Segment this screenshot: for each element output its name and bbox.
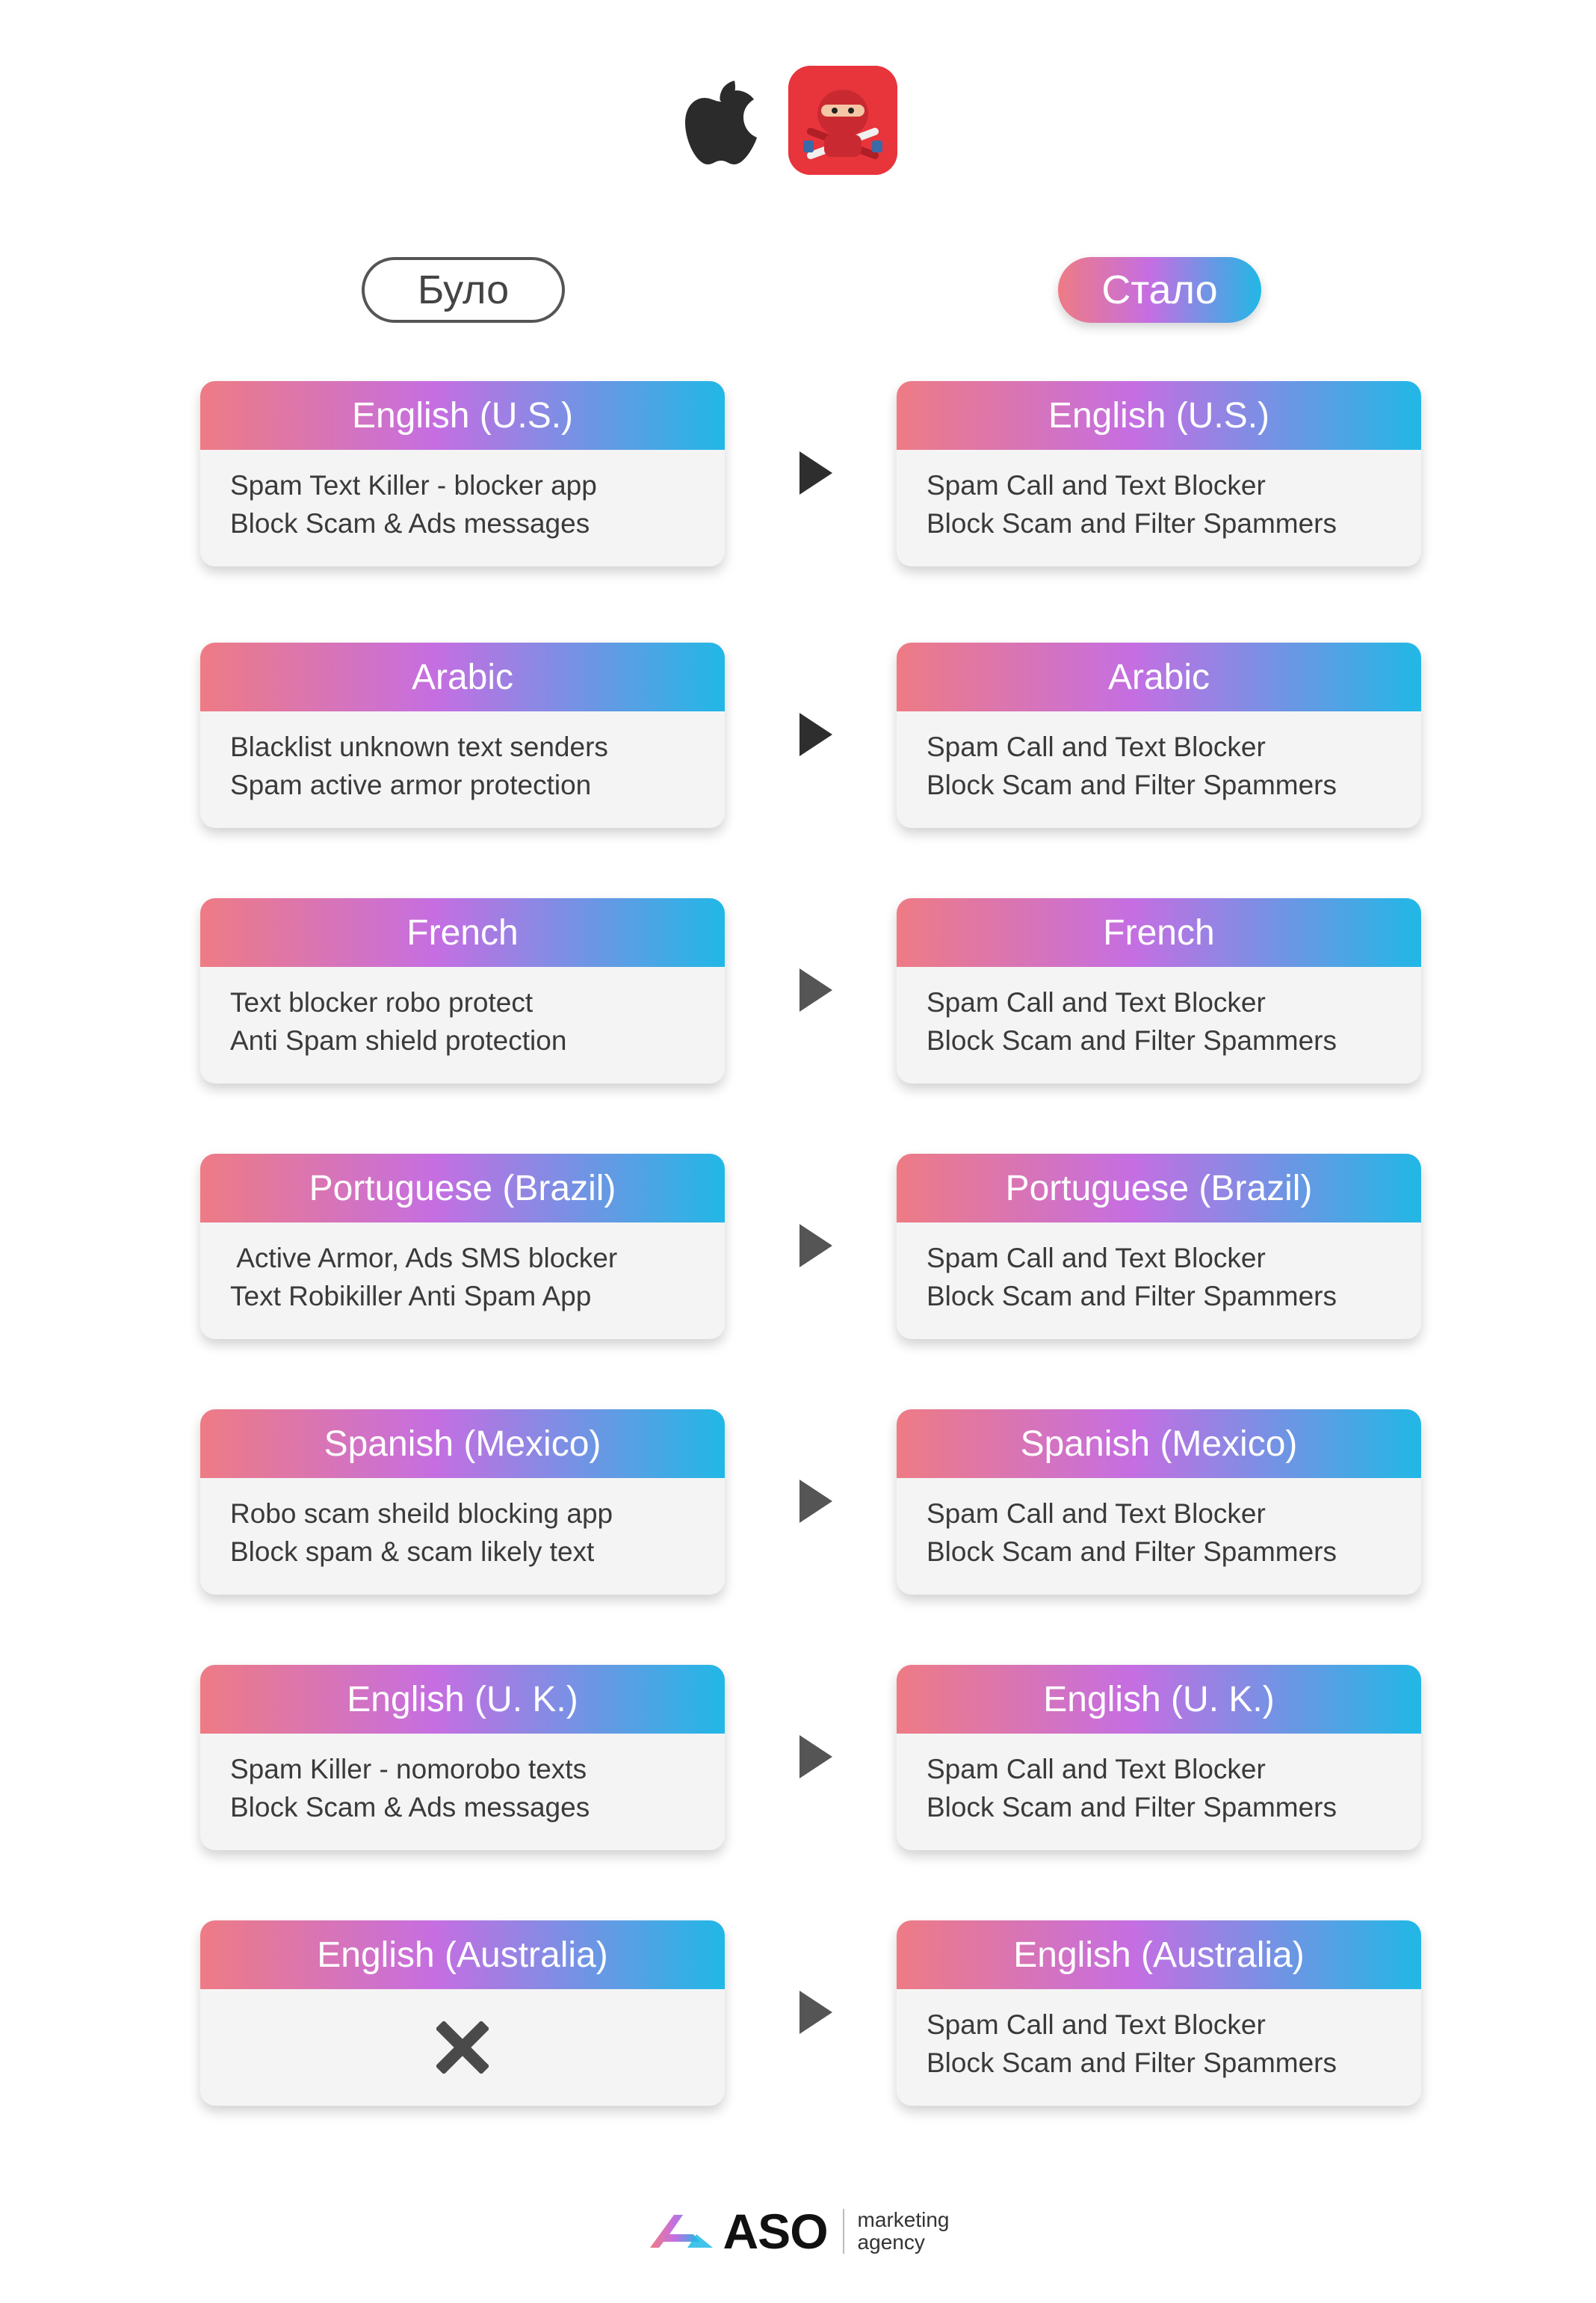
card-locale: Spanish (Mexico) bbox=[897, 1409, 1421, 1478]
card-body bbox=[200, 967, 725, 1084]
card-locale: Arabic bbox=[200, 643, 725, 711]
after-line-1: Spam Call and Text Blocker bbox=[927, 1498, 1266, 1529]
card-locale: English (U. K.) bbox=[200, 1665, 725, 1734]
aso-logo-icon bbox=[647, 2209, 716, 2254]
after-card bbox=[897, 1154, 1421, 1339]
card-body bbox=[200, 1222, 725, 1339]
cross-icon bbox=[436, 2021, 489, 2074]
before-line-2: Anti Spam shield protection bbox=[230, 1025, 567, 1056]
card-locale: Portuguese (Brazil) bbox=[897, 1154, 1421, 1222]
card-body bbox=[200, 1989, 725, 2106]
before-line-2: Text Robikiller Anti Spam App bbox=[230, 1281, 592, 1311]
card-locale: English (Australia) bbox=[200, 1920, 725, 1989]
divider bbox=[843, 2209, 844, 2254]
after-line-2: Block Scam and Filter Spammers bbox=[927, 1025, 1337, 1056]
card-body bbox=[897, 711, 1421, 828]
before-line-1: Robo scam sheild blocking app bbox=[230, 1498, 613, 1529]
arrow-right-icon bbox=[799, 713, 832, 756]
before-line-1: Active Armor, Ads SMS blocker bbox=[230, 1243, 618, 1273]
before-line-1: Text blocker robo protect bbox=[230, 987, 533, 1018]
after-line-1: Spam Call and Text Blocker bbox=[927, 2009, 1266, 2040]
brand-name: ASO bbox=[723, 2204, 828, 2259]
after-line-1: Spam Call and Text Blocker bbox=[927, 1243, 1266, 1273]
before-label: Було bbox=[362, 257, 565, 323]
after-line-2: Block Scam and Filter Spammers bbox=[927, 1792, 1337, 1823]
card-body bbox=[897, 1222, 1421, 1339]
arrow-right-icon bbox=[799, 1991, 832, 2034]
card-body bbox=[200, 450, 725, 566]
before-card bbox=[200, 381, 725, 566]
footer bbox=[0, 2203, 1596, 2260]
after-line-2: Block Scam and Filter Spammers bbox=[927, 1536, 1337, 1567]
after-line-2: Block Scam and Filter Spammers bbox=[927, 770, 1337, 800]
after-card bbox=[897, 643, 1421, 828]
before-line-2: Block Scam & Ads messages bbox=[230, 508, 590, 539]
before-card bbox=[200, 643, 725, 828]
after-line-2: Block Scam and Filter Spammers bbox=[927, 2047, 1337, 2078]
card-body bbox=[897, 1478, 1421, 1595]
card-locale: French bbox=[897, 898, 1421, 967]
before-card bbox=[200, 1920, 725, 2106]
header-icons bbox=[0, 66, 1596, 175]
after-card bbox=[897, 1409, 1421, 1595]
card-body bbox=[897, 967, 1421, 1084]
after-line-2: Block Scam and Filter Spammers bbox=[927, 508, 1337, 539]
card-locale: English (U. K.) bbox=[897, 1665, 1421, 1734]
after-line-1: Spam Call and Text Blocker bbox=[927, 987, 1266, 1018]
card-body bbox=[200, 1734, 725, 1850]
brand-sub-line-1: marketing bbox=[857, 2208, 950, 2231]
arrow-right-icon bbox=[799, 451, 832, 495]
after-line-1: Spam Call and Text Blocker bbox=[927, 732, 1266, 762]
before-line-1: Blacklist unknown text senders bbox=[230, 732, 608, 762]
before-line-2: Block spam & scam likely text bbox=[230, 1536, 595, 1567]
before-line-2: Block Scam & Ads messages bbox=[230, 1792, 590, 1823]
after-card bbox=[897, 1665, 1421, 1850]
card-locale: Arabic bbox=[897, 643, 1421, 711]
arrow-right-icon bbox=[799, 1224, 832, 1267]
card-locale: Spanish (Mexico) bbox=[200, 1409, 725, 1478]
card-locale: Portuguese (Brazil) bbox=[200, 1154, 725, 1222]
apple-logo-icon bbox=[684, 73, 758, 167]
arrow-right-icon bbox=[799, 968, 832, 1012]
after-line-1: Spam Call and Text Blocker bbox=[927, 1754, 1266, 1784]
after-line-1: Spam Call and Text Blocker bbox=[927, 470, 1266, 501]
card-locale: English (U.S.) bbox=[200, 381, 725, 450]
brand-sub-line-2: agency bbox=[857, 2231, 925, 2254]
brand-subtitle bbox=[858, 2209, 950, 2254]
aso-logo bbox=[647, 2203, 950, 2260]
card-body bbox=[200, 711, 725, 828]
before-line-2: Spam active armor protection bbox=[230, 770, 592, 800]
after-card bbox=[897, 1920, 1421, 2106]
arrow-right-icon bbox=[799, 1480, 832, 1523]
after-card bbox=[897, 381, 1421, 566]
before-card bbox=[200, 1665, 725, 1850]
before-card bbox=[200, 1409, 725, 1595]
before-card bbox=[200, 1154, 725, 1339]
card-body bbox=[897, 1989, 1421, 2106]
before-line-1: Spam Killer - nomorobo texts bbox=[230, 1754, 587, 1784]
after-label: Стало bbox=[1058, 257, 1261, 323]
ninja-app-icon bbox=[788, 66, 897, 175]
card-locale: English (U.S.) bbox=[897, 381, 1421, 450]
card-body bbox=[897, 1734, 1421, 1850]
card-body bbox=[897, 450, 1421, 566]
card-body bbox=[200, 1478, 725, 1595]
before-card bbox=[200, 898, 725, 1084]
card-locale: French bbox=[200, 898, 725, 967]
after-card bbox=[897, 898, 1421, 1084]
before-line-1: Spam Text Killer - blocker app bbox=[230, 470, 597, 501]
card-locale: English (Australia) bbox=[897, 1920, 1421, 1989]
after-line-2: Block Scam and Filter Spammers bbox=[927, 1281, 1337, 1311]
arrow-right-icon bbox=[799, 1735, 832, 1778]
